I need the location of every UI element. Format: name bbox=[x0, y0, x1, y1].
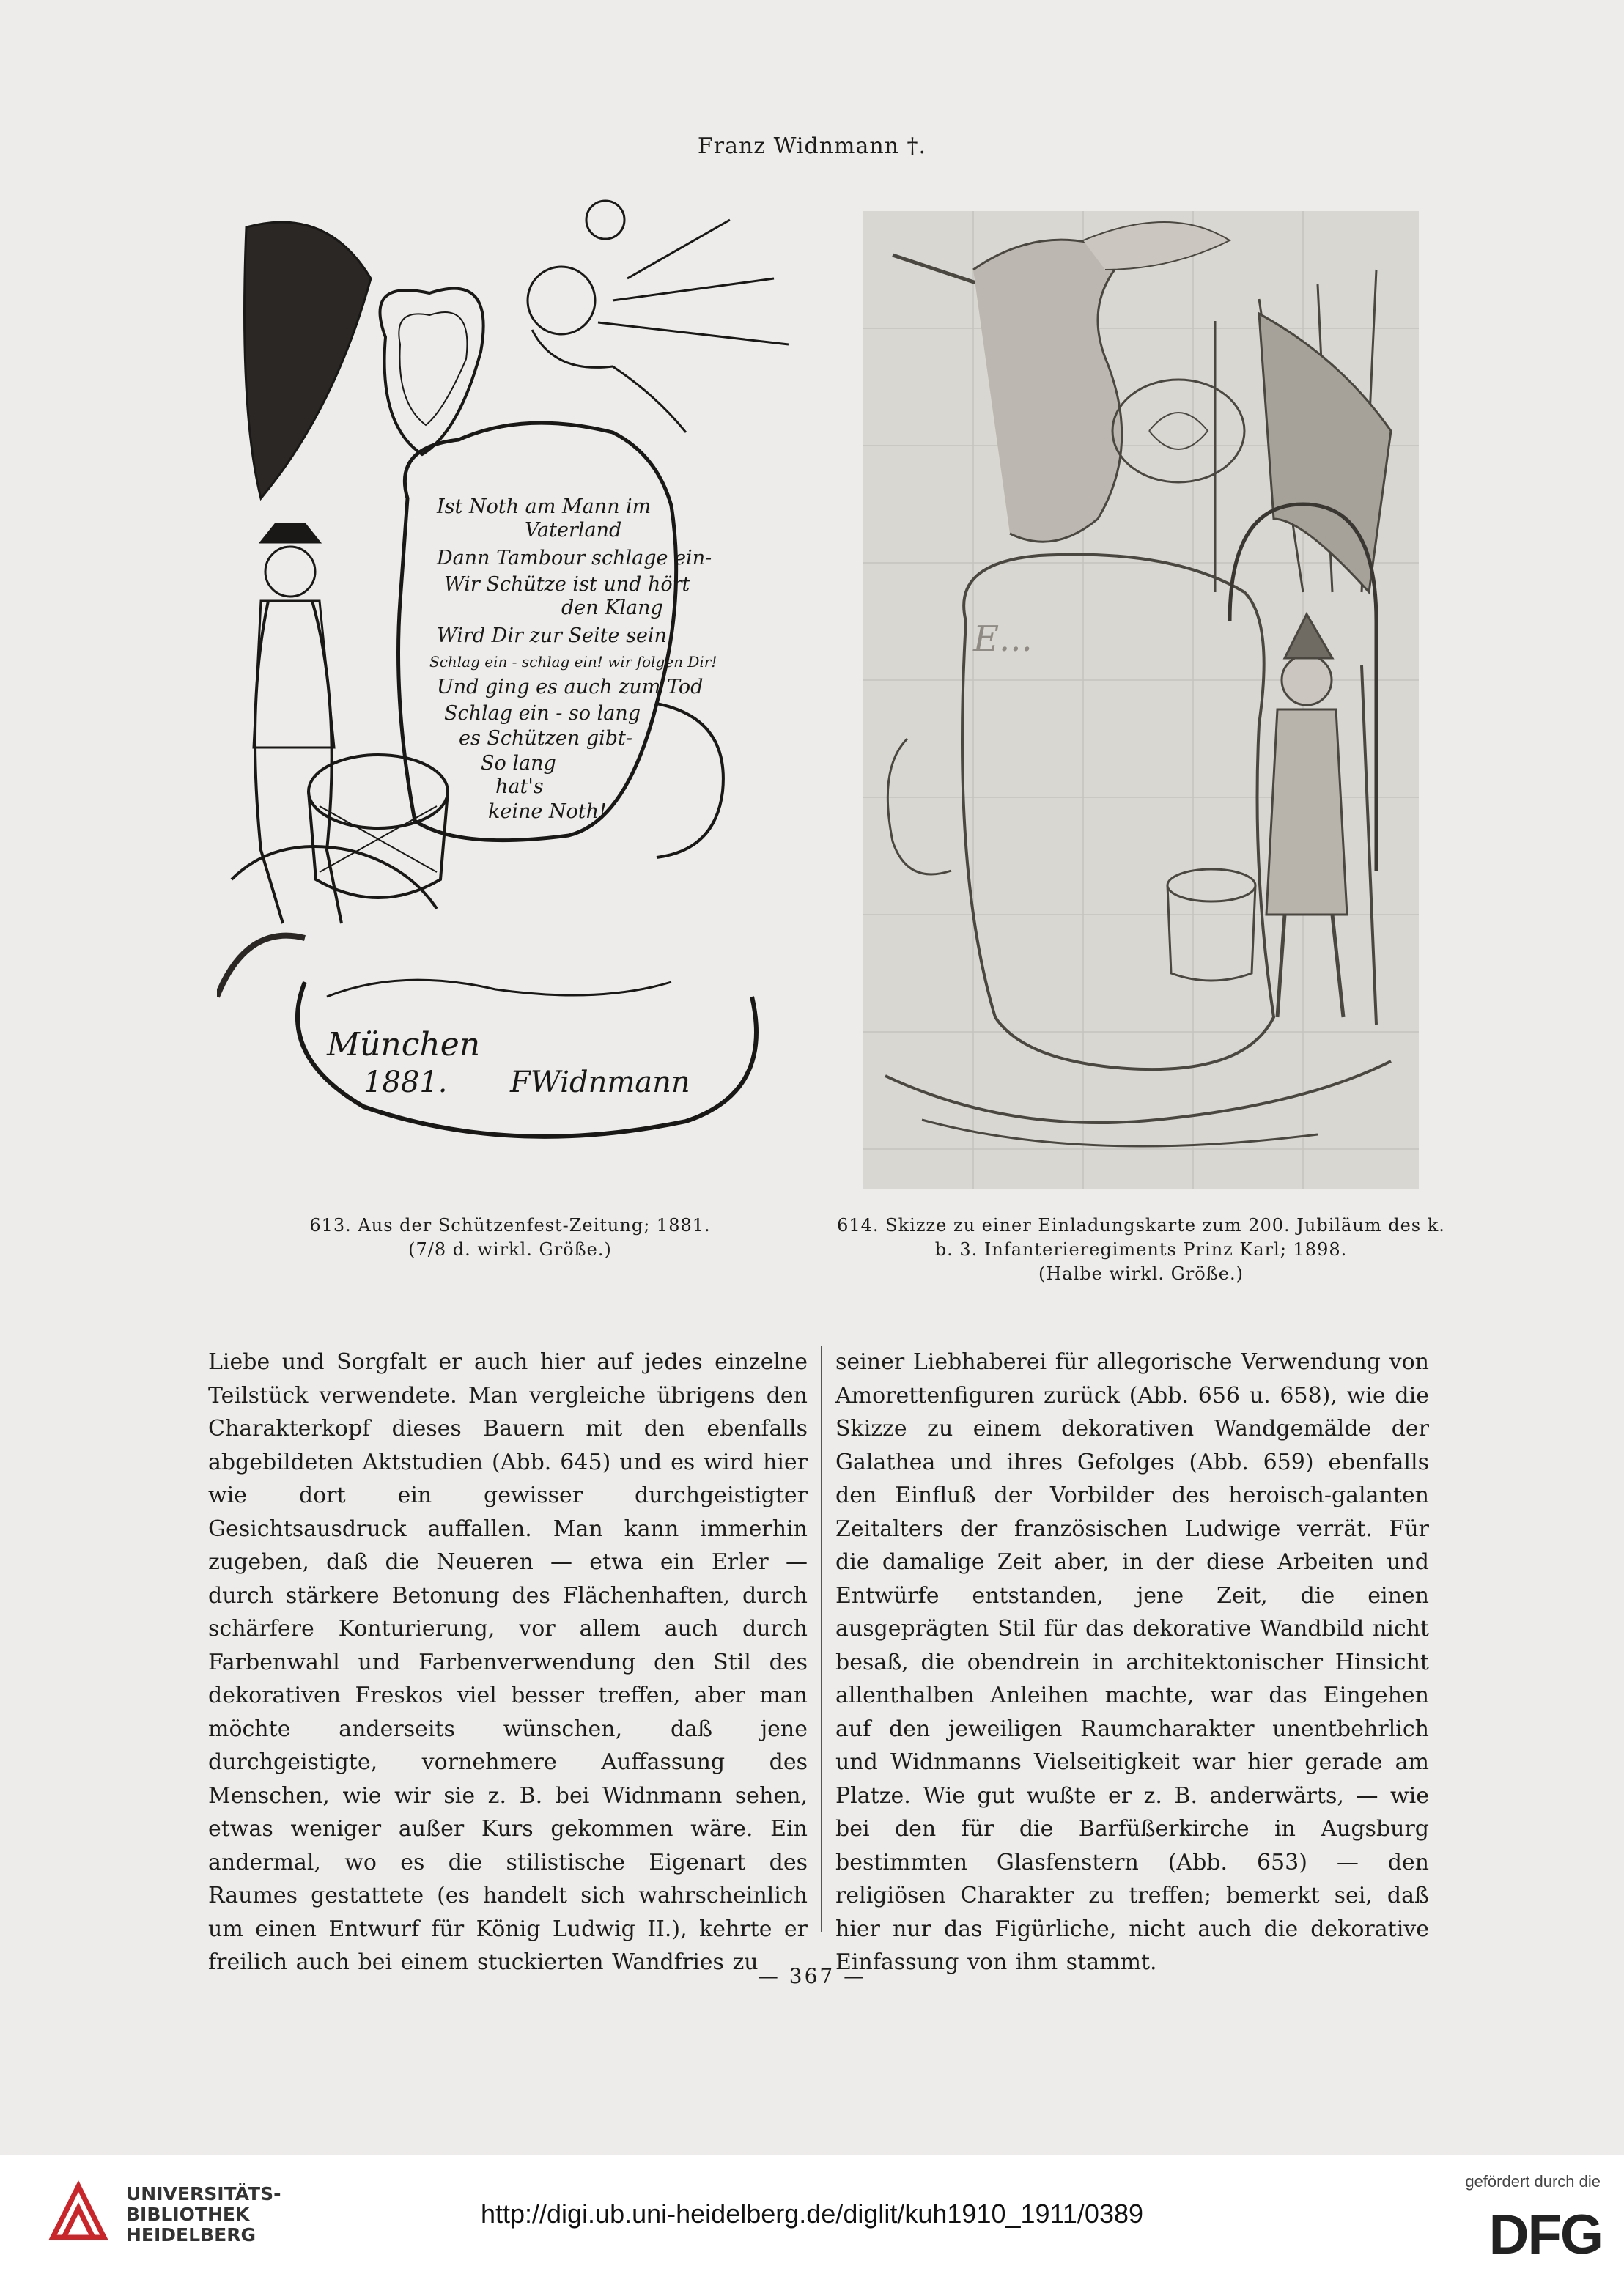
figure-613-caption bbox=[217, 1214, 803, 1262]
text-column-right: seiner Liebhaberei für allegorische Verwendung von Amorettenfiguren zurück (Abb. 656 u. 658), wie die Skizze zu einem dekorativen Wandgemälde der Galathea und ihres Gefolges (Abb. 659) ebenfalls den Einfluß der Vorbilder des heroisch-galanten Zeitalters der französischen Ludwige verrät. Für die damalige Zeit aber, in der diese Arbeiten und Entwürfe entstanden, jene Zeit, die einen ausgeprägten Stil für das dekorative Wandbild nicht besaß, die obendrein in architektonischer Hinsicht allenthalben Anleihen machte, war das Eingehen auf den jeweiligen Raumcharakter unentbehrlich und Widnmanns Vielseitigkeit war hier gerade am Platze. Wie gut wußte er z. B. anderwärts, — wie bei den für die Barfüßerkirche in Augsburg bestimmten Glasfenstern (Abb. 653) — den religiösen Charakter zu treffen; bemerkt sei, daß hier nur das Figürliche, nicht auch die dekorative Einfassung von ihm stammt. bbox=[835, 1349, 1429, 1975]
dfg-logo[interactable]: DFG bbox=[1488, 2204, 1602, 2266]
inscription-line: Wird Dir zur Seite sein bbox=[437, 624, 667, 647]
inscription-line: Schlag ein - so lang bbox=[444, 702, 641, 725]
year-inscription: 1881. bbox=[363, 1066, 448, 1099]
figure-614-sketch bbox=[863, 211, 1419, 1189]
place-inscription: München bbox=[327, 1026, 481, 1063]
text-column-left: Liebe und Sorgfalt er auch hier auf jedes einzelne Teilstück verwendete. Man vergleiche übrigens den Charakterkopf dieses Bauern mit den ebenfalls abgebildeten Aktstudien (Abb. 645) und es wird hier wie dort ein gewisser durchgeistigter Gesichtsausdruck auffallen. Man kann immerhin zugeben, daß die Neueren — etwa ein Erler — durch stärkere Betonung des Flächenhaften, durch schärfere Konturierung, vor allem auch durch Farbenwahl und Farbenverwendung den Stil des dekorativen Freskos viel besser treffen, aber man möchte anderseits wünschen, daß jene durchgeistigte, vornehmere Auffassung des Menschen, wie wir sie z. B. bei Widnmann sehen, etwas weniger außer Kurs gekommen wäre. Ein andermal, wo es die stilistische Eigenart des Raumes gestattete (es handelt sich wahrscheinlich um einen Entwurf für König Ludwig II.), kehrte er freilich auch bei einem stuckierten Wandfries zu bbox=[208, 1349, 808, 1975]
funder-label: gefördert durch die bbox=[1465, 2172, 1601, 2191]
drummer-illustration bbox=[217, 191, 803, 1165]
caption-text: 613. Aus der Schützenfest-Zeitung; 1881. bbox=[309, 1215, 711, 1236]
inscription-line: Schlag ein - schlag ein! wir folgen Dir! bbox=[429, 653, 717, 671]
artist-signature: FWidnmann bbox=[510, 1066, 690, 1099]
svg-text:E...: E... bbox=[973, 619, 1033, 660]
figure-614-caption bbox=[835, 1214, 1447, 1286]
inscription-line: den Klang bbox=[561, 597, 663, 619]
invitation-card-sketch bbox=[863, 211, 1419, 1189]
inscription-line: So lang bbox=[481, 752, 556, 775]
inscription-line: Ist Noth am Mann im bbox=[437, 495, 652, 518]
inscription-line: keine Noth! bbox=[488, 800, 607, 823]
page-number: — 367 — bbox=[757, 1964, 867, 1988]
inscription-line: Vaterland bbox=[525, 519, 622, 542]
document-url-link[interactable]: http://digi.ub.uni-heidelberg.de/diglit/kuh1910_1911/0389 bbox=[480, 2199, 1144, 2229]
inscription-line: Wir Schütze ist und hört bbox=[444, 573, 690, 596]
inscription-line: Dann Tambour schlage ein- bbox=[437, 547, 712, 569]
figure-613-drawing bbox=[217, 191, 803, 1165]
inscription-line: Und ging es auch zum Tod bbox=[437, 676, 704, 698]
inscription-line: hat's bbox=[495, 775, 544, 798]
column-divider bbox=[821, 1346, 822, 1932]
caption-scale: (Halbe wirkl. Größe.) bbox=[1038, 1263, 1244, 1284]
viewer-footer bbox=[0, 2155, 1624, 2277]
inscription-line: es Schützen gibt- bbox=[459, 727, 633, 750]
caption-text: 614. Skizze zu einer Einladungskarte zum 200. Jubiläum des k. b. 3. Infanterieregiments Prinz Karl; 1898. bbox=[837, 1215, 1445, 1260]
university-library-name: UNIVERSITÄTS- BIBLIOTHEK HEIDELBERG bbox=[126, 2183, 281, 2245]
running-head: Franz Widnmann †. bbox=[697, 133, 927, 159]
caption-scale: (7/8 d. wirkl. Größe.) bbox=[408, 1239, 612, 1260]
